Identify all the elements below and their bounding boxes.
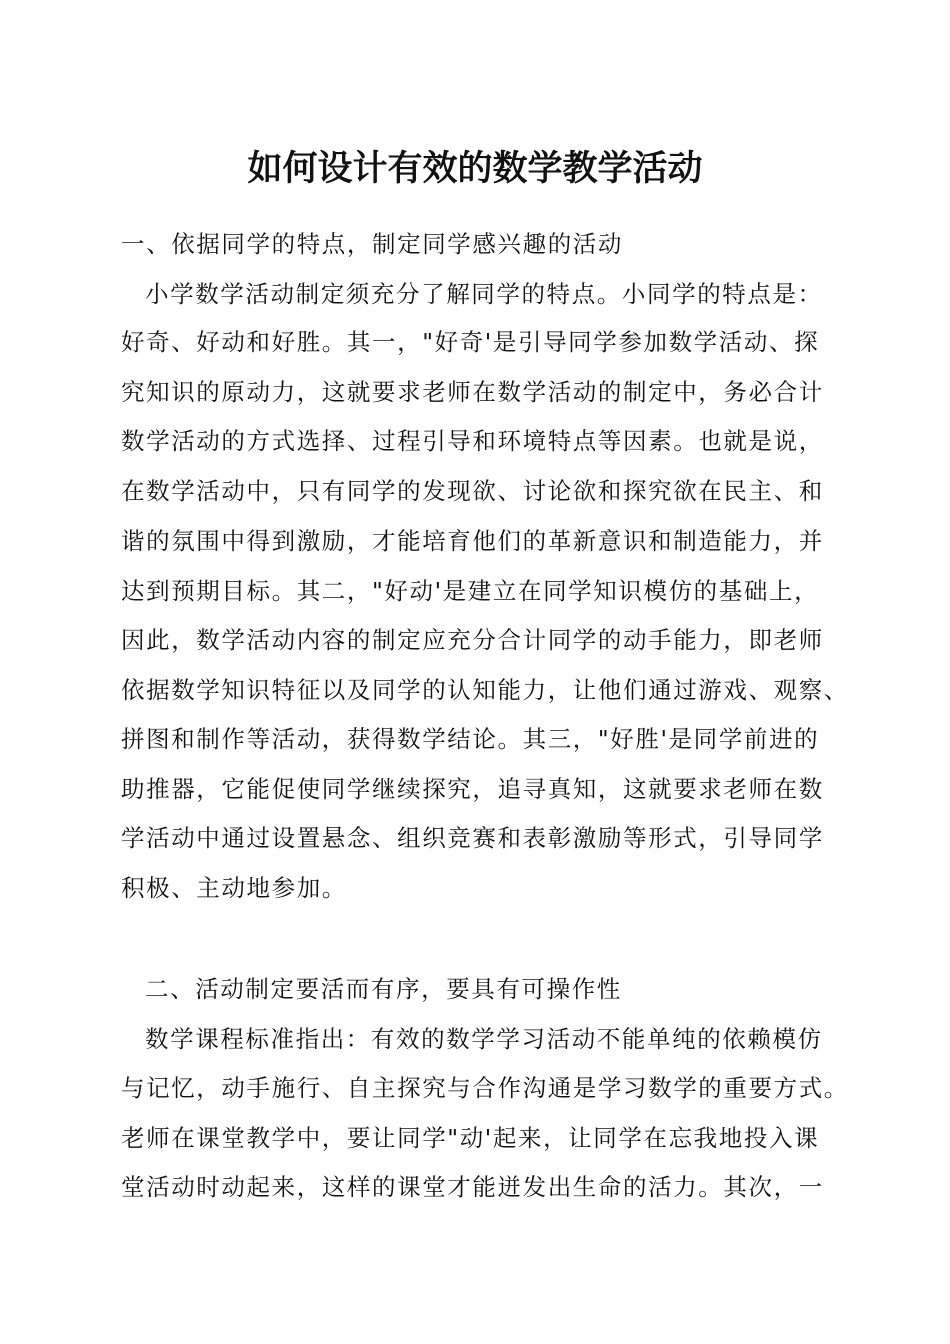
paragraph-line: 在数学活动中，只有同学的发现欲、讨论欲和探究欲在民主、和 xyxy=(121,477,824,505)
paragraph-line: 究知识的原动力，这就要求老师在数学活动的制定中，务必合计 xyxy=(121,378,824,406)
paragraph-line: 老师在课堂教学中，要让同学"动'起来，让同学在忘我地投入课 xyxy=(121,1124,820,1152)
paragraph-line: 数学课程标准指出：有效的数学学习活动不能单纯的依赖模仿 xyxy=(145,1025,823,1053)
section-heading-2: 二、活动制定要活而有序，要具有可操作性 xyxy=(145,975,622,1003)
paragraph-line: 学活动中通过设置悬念、组织竞赛和表彰激励等形式，引导同学 xyxy=(121,824,824,852)
paragraph-line: 与记忆，动手施行、自主探究与合作沟通是学习数学的重要方式。 xyxy=(121,1074,849,1102)
paragraph-line: 依据数学知识特征以及同学的认知能力，让他们通过游戏、观察、 xyxy=(121,676,849,704)
paragraph-line: 积极、主动地参加。 xyxy=(121,874,347,902)
paragraph-line: 小学数学活动制定须充分了解同学的特点。小同学的特点是： xyxy=(145,280,823,308)
paragraph-line: 拼图和制作等活动，获得数学结论。其三，"好胜'是同学前进的 xyxy=(121,725,820,753)
paragraph-line: 堂活动时动起来，这样的课堂才能迸发出生命的活力。其次，一 xyxy=(121,1173,824,1201)
paragraph-line: 数学活动的方式选择、过程引导和环境特点等因素。也就是说， xyxy=(121,427,824,455)
paragraph-line: 助推器，它能促使同学继续探究，追寻真知，这就要求老师在数 xyxy=(121,775,824,803)
document-title: 如何设计有效的数学教学活动 xyxy=(247,148,703,189)
paragraph-line: 达到预期目标。其二，"好动'是建立在同学知识模仿的基础上， xyxy=(121,577,820,605)
paragraph-line: 好奇、好动和好胜。其一，"好奇'是引导同学参加数学活动、探 xyxy=(121,328,820,356)
paragraph-line: 谐的氛围中得到激励，才能培育他们的革新意识和制造能力，并 xyxy=(121,527,824,555)
paragraph-line: 因此，数学活动内容的制定应充分合计同学的动手能力，即老师 xyxy=(121,626,824,654)
section-heading-1: 一、依据同学的特点，制定同学感兴趣的活动 xyxy=(121,230,623,258)
